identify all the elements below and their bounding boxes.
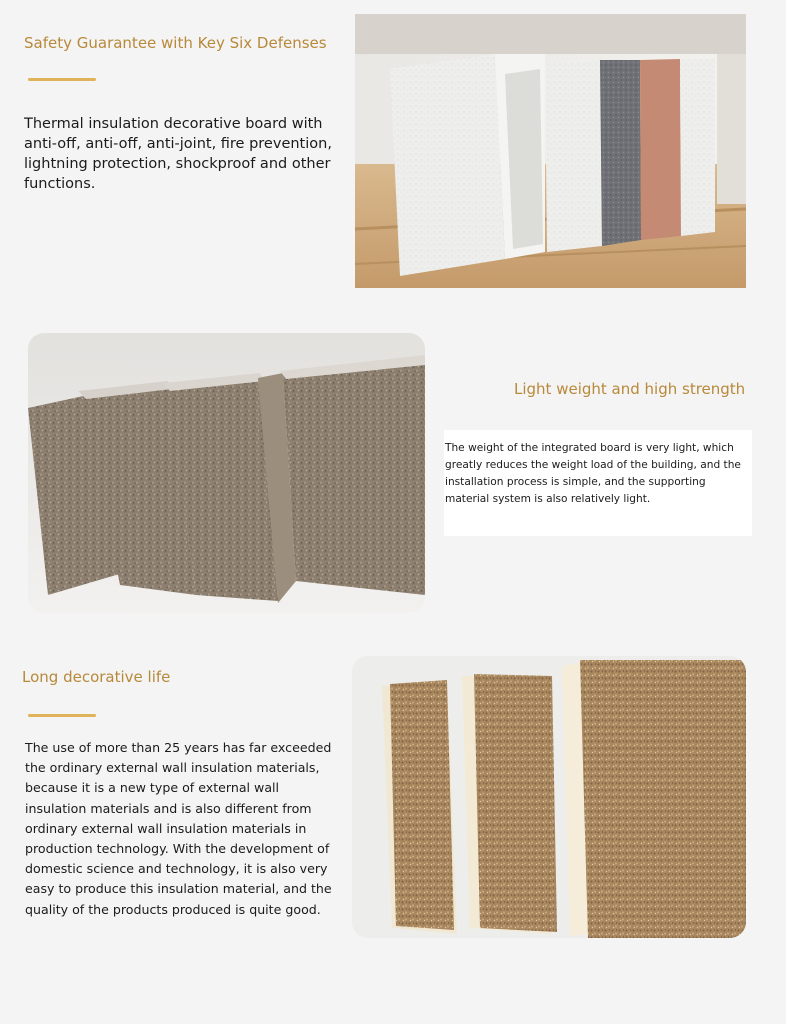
section-1-heading: Safety Guarantee with Key Six Defenses	[24, 34, 327, 52]
white-insulation-boards-photo	[355, 14, 746, 288]
section-3-accent-rule	[28, 714, 96, 717]
granite-finish-boards-photo	[352, 656, 746, 938]
section-2-description: The weight of the integrated board is very light, which greatly reduces the weight load of the building, and the installation process is simple, and the supporting material system is also relatively light.	[445, 442, 741, 505]
section-3-heading: Long decorative life	[22, 668, 171, 686]
section-2-heading: Light weight and high strength	[514, 380, 746, 398]
section-3-description: The use of more than 25 years has far exceeded the ordinary external wall insulation materials, because it is a new type of external wall insulation materials and is also different from ordinary external wall insulation materials in production technology. With the development of domestic science and technology, it is also very easy to produce this insulation material, and the quality of the products produced is quite good.	[25, 740, 332, 917]
section-1-description: Thermal insulation decorative board with anti-off, anti-off, anti-joint, fire prevention, lightning protection, shockproof and other functions.	[24, 116, 332, 192]
section-1-accent-rule	[28, 78, 96, 81]
stone-texture-boards-photo	[28, 333, 425, 613]
